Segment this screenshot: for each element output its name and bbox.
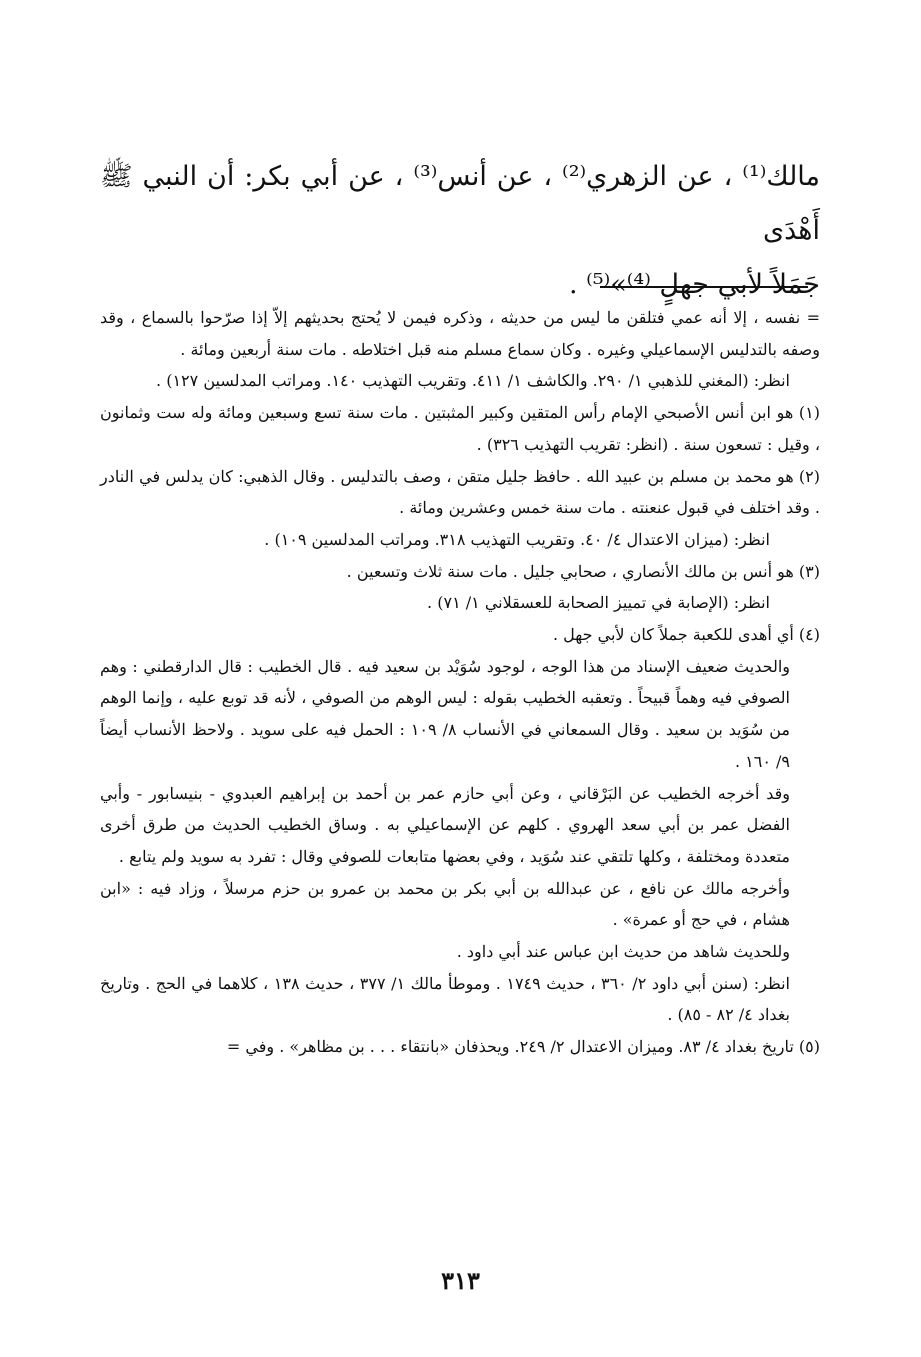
footnote-5: (٥) تاريخ بغداد ٤/ ٨٣. وميزان الاعتدال ٢/ ٢٤٩. ويحذفان «بانتقاء . . . بن مظاهر» . وفي = <box>226 1037 820 1057</box>
footnote-4-paragraph-2: وقد أخرجه الخطيب عن البَرْقاني ، وعن أبي حازم عمر بن أحمد بن إبراهيم العبدوي - بنيسابور - وأبي الفضل عمر بن أبي سعد الهروي . كلهم عن الإسماعيلي به . وساق الخطيب الحديث من طرق أخرى متعددة ومختلفة ، وكلها تلتقي عند سُوَيد ، وفي بعضها متابعات للصوفي وقال : تفرد به سويد ولم يتابع . <box>100 783 790 866</box>
page-number: ٣١٣ <box>441 1266 480 1295</box>
footnotes <box>100 302 820 1063</box>
footnote-separator <box>600 286 808 288</box>
footnote-4-paragraph-4: وللحديث شاهد من حديث ابن عباس عند أبي داود . <box>456 942 790 962</box>
footnote-3: (٣) هو أنس بن مالك الأنصاري ، صحابي جليل . مات سنة ثلاث وتسعين . <box>346 561 820 581</box>
footnote-4-paragraph-3: وأخرجه مالك عن نافع ، عن عبدالله بن أبي بكر بن محمد بن عمرو بن حزم مرسلاً ، وزاد فيه : «ابن هشام ، في حج أو عمرة» . <box>100 878 790 930</box>
main-line-2: جَمَلاً لأبي جهلٍ ⁽⁴⁾»⁽⁵⁾ . <box>568 269 820 300</box>
footnote-4-paragraph-1: والحديث ضعيف الإسناد من هذا الوجه ، لوجود سُوَيْد بن سعيد فيه . قال الخطيب : قال الدارقطني : وهم الصوفي فيه وهماً قبيحاً . وتعقبه الخطيب بقوله : ليس الوهم من الصوفي ، لأنه قد توبع عليه ، وإنما الوهم من سُوَيد بن سعيد . وقال السمعاني في الأنساب ٨/ ١٠٩ : الحمل فيه على سويد . ولاحظ الأنساب أيضاً ٩/ ١٦٠ . <box>100 656 791 771</box>
footnote-1: (١) هو ابن أنس الأصبحي الإمام رأس المتقين وكبير المثبتين . مات سنة تسع وسبعين ومائة وله ست وثمانون ، وقيل : تسعون سنة . (انظر: تقريب التهذيب ٣٢٦) . <box>100 403 820 454</box>
main-line-1: مالك⁽¹⁾ ، عن الزهري⁽²⁾ ، عن أنس⁽³⁾ ، عن أبي بكر: أن النبي ﷺ أَهْدَى <box>100 161 820 246</box>
footnote-2-reference: انظر: (ميزان الاعتدال ٤/ ٤٠. وتقريب التهذيب ٣١٨. ومراتب المدلسين ١٠٩) . <box>264 529 770 549</box>
footnote-continuation: = نفسه ، إلا أنه عمي فتلقن ما ليس من حديثه ، وذكره فيمن لا يُحتج بحديثهم إلاّ إذا صرّحوا بالسماع ، وقد وصفه بالتدليس الإسماعيلي وغيره . وكان سماع مسلم منه قبل اختلاطه . مات سنة أربعين ومائة . <box>100 308 820 359</box>
footnote-4: (٤) أي أهدى للكعبة جملاً كان لأبي جهل . <box>553 625 820 645</box>
footnote-2: (٢) هو محمد بن مسلم بن عبيد الله . حافظ جليل متقن ، وصف بالتدليس . وقال الذهبي: كان يدلس في النادر . وقد اختلف في قبول عنعنته . مات سنة خمس وعشرين ومائة . <box>100 466 820 518</box>
footnote-4-reference: انظر: (سنن أبي داود ٢/ ٣٦٠ ، حديث ١٧٤٩ . وموطأ مالك ١/ ٣٧٧ ، حديث ١٣٨ ، كلاهما في الحج . وتاريخ بغداد ٤/ ٨٢ - ٨٥) . <box>100 973 791 1025</box>
footnote-reference: انظر: (المغني للذهبي ١/ ٢٩٠. والكاشف ١/ ٤١١. وتقريب التهذيب ١٤٠. ومراتب المدلسين ١٢٧) . <box>156 371 790 391</box>
footnote-3-reference: انظر: (الإصابة في تمييز الصحابة للعسقلاني ١/ ٧١) . <box>427 593 770 613</box>
